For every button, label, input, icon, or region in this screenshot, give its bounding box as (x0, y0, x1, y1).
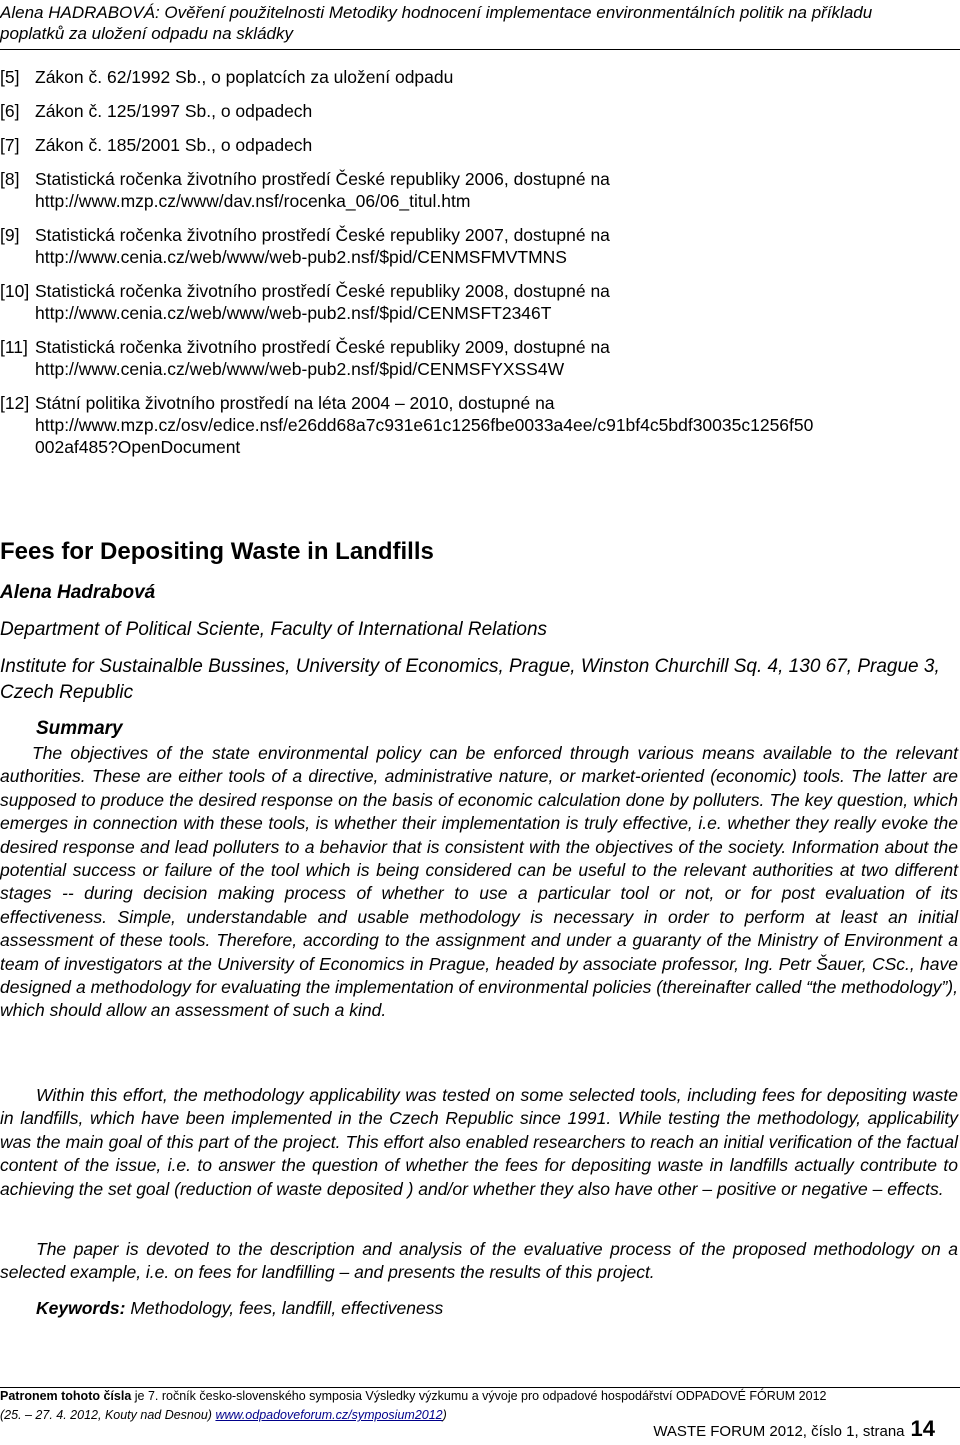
running-header: Alena HADRABOVÁ: Ověření použitelnosti Metodiky hodnocení implementace environmentálních politik na příkladu poplatků za uložení odpadu na skládky (0, 3, 873, 43)
reference-url[interactable] (35, 246, 958, 268)
reference-item (0, 100, 958, 122)
footer-line-1 (0, 1388, 827, 1405)
paragraph-text: Within this effort, the methodology applicability was tested on some selected tools, including fees for depositing waste in landfills, which have been implemented in the Czech Republic since 1991. While testing the methodology, applicability was the main goal of this part of the project. This effort also enabled researchers to reach an initial verification of the factual content of the issue, i.e. to answer the question of whether the fees for depositing waste in landfills actually contribute to achieving the set goal (reduction of waste deposited ) and/or whether they also have other – positive or negative – effects. (0, 1085, 958, 1199)
reference-text: Statistická ročenka životního prostředí České republiky 2009, dostupné na (35, 337, 610, 357)
header-divider (0, 49, 960, 50)
reference-text: Státní politika životního prostředí na léta 2004 – 2010, dostupné na (35, 393, 555, 413)
paper-title: Fees for Depositing Waste in Landfills (0, 538, 434, 565)
reference-item (0, 224, 958, 268)
reference-url[interactable] (35, 302, 958, 324)
author-institute: Institute for Sustainalble Bussines, University of Economics, Prague, Winston Churchill Sq. 4, 130 67, Prague 3, Czech Republic (0, 656, 940, 703)
reference-item (0, 280, 958, 324)
reference-link-continuation[interactable]: 002af485?OpenDocument (35, 437, 241, 457)
reference-text: Zákon č. 62/1992 Sb., o poplatcích za uložení odpadu (35, 67, 454, 87)
paragraph-text: The objectives of the state environmental policy can be enforced through various means available to the relevant authorities. These are either tools of a directive, administrative nature, or market-oriented (economic) tools. The latter are supposed to produce the desired response on the basis of economic calculation done by polluters. The key question, which emerges in connection with these tools, is whether their implementation is truly effective, i.e. whether they really evoke the desired response and lead polluters to a behavior that is consistent with the objectives of the society. Information about the potential success or failure of the tool which is being considered can be useful to the relevant authorities at two different stages -- during decision making process of whether to use a particular tool or not, or for post evaluation of its effectiveness. Simple, understandable and usable methodology is necessary in order to perform at least an initial assessment of these tools. Therefore, according to the assignment and under a guaranty of the Ministry of Environment a team of investigators at the University of Economics in Prague, headed by associate professor, Ing. Petr Šauer, CSc., have designed a methodology for evaluating the implementation of environmental policies (thereinafter called “the methodology”), which should allow an assessment of such a kind. (0, 743, 958, 1021)
footer-closing-paren: ) (442, 1408, 447, 1422)
author-department: Department of Political Sciente, Faculty of International Relations (0, 619, 548, 640)
reference-text: Statistická ročenka životního prostředí České republiky 2007, dostupné na (35, 225, 610, 245)
reference-item (0, 168, 958, 212)
reference-text: Statistická ročenka životního prostředí České republiky 2006, dostupné na (35, 169, 610, 189)
reference-item (0, 392, 958, 458)
footer-event-dates: (25. – 27. 4. 2012, Kouty nad Desnou) (0, 1408, 216, 1422)
reference-number: [6] (0, 101, 20, 121)
reference-number: [10] (0, 281, 30, 301)
reference-url[interactable] (35, 414, 958, 436)
keywords-text: Methodology, fees, landfill, effectiveness (125, 1298, 444, 1318)
keywords-line (36, 1296, 443, 1320)
journal-issue: WASTE FORUM 2012, číslo 1, strana (653, 1423, 905, 1440)
page-number: 14 (910, 1416, 935, 1441)
summary-paragraph (0, 1084, 958, 1201)
reference-link[interactable]: http://www.mzp.cz/www/dav.nsf/rocenka_06/06_titul.htm (35, 191, 471, 211)
reference-link[interactable]: http://www.cenia.cz/web/www/web-pub2.nsf/$pid/CENMSFT2346T (35, 303, 552, 323)
author-name: Alena Hadrabová (0, 582, 156, 603)
reference-url-continuation[interactable] (35, 436, 958, 458)
reference-text: Statistická ročenka životního prostředí České republiky 2008, dostupné na (35, 281, 610, 301)
reference-text: Zákon č. 125/1997 Sb., o odpadech (35, 101, 313, 121)
reference-url[interactable] (35, 358, 958, 380)
summary-paragraph (0, 742, 958, 1023)
reference-item (0, 134, 958, 156)
footer-line-2 (0, 1407, 447, 1424)
footer-symposium-link[interactable]: www.odpadoveforum.cz/symposium2012 (215, 1408, 443, 1422)
paragraph-text: The paper is devoted to the description and analysis of the evaluative process of the proposed methodology on a selected example, i.e. on fees for landfilling – and presents the results of this project. (0, 1239, 958, 1283)
reference-list (0, 66, 958, 470)
keywords-label: Keywords: (36, 1298, 126, 1318)
reference-url[interactable] (35, 190, 958, 212)
footer-patron-text: je 7. ročník česko-slovenského symposia Výsledky výzkumu a vývoje pro odpadové hospodářství ODPADOVÉ FÓRUM 2012 (131, 1389, 827, 1403)
journal-page-info (653, 1418, 935, 1443)
reference-number: [7] (0, 135, 20, 155)
reference-number: [12] (0, 393, 30, 413)
reference-item (0, 336, 958, 380)
summary-paragraph (0, 1238, 958, 1285)
reference-link[interactable]: http://www.cenia.cz/web/www/web-pub2.nsf/$pid/CENMSFMVTMNS (35, 247, 567, 267)
reference-number: [5] (0, 67, 20, 87)
reference-link[interactable]: http://www.mzp.cz/osv/edice.nsf/e26dd68a7c931e61c1256fbe0033a4ee/c91bf4c5bdf30035c1256f50 (35, 415, 814, 435)
reference-item (0, 66, 958, 88)
footer-patron-label: Patronem tohoto čísla (0, 1389, 132, 1403)
reference-number: [8] (0, 169, 20, 189)
reference-number: [11] (0, 337, 28, 357)
summary-heading: Summary (36, 718, 123, 739)
reference-number: [9] (0, 225, 20, 245)
reference-text: Zákon č. 185/2001 Sb., o odpadech (35, 135, 313, 155)
reference-link[interactable]: http://www.cenia.cz/web/www/web-pub2.nsf/$pid/CENMSFYXSS4W (35, 359, 565, 379)
